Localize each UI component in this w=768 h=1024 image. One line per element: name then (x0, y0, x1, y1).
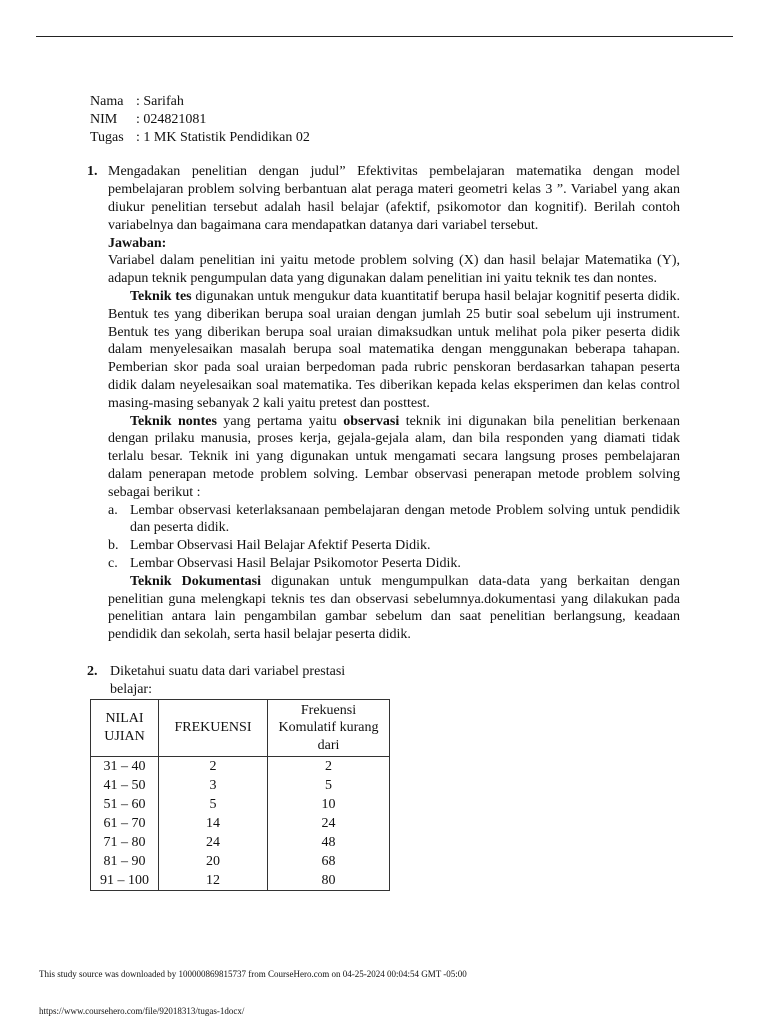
table-row (91, 757, 390, 777)
table-row (91, 814, 390, 833)
teknik-nontes-mid: yang pertama yaitu (216, 413, 344, 429)
question-1-number: 1. (87, 164, 98, 180)
table-cell: 12 (159, 871, 268, 891)
observasi-term: observasi (343, 413, 400, 429)
question-2 (87, 663, 680, 891)
table-cell: 2 (268, 757, 390, 777)
teknik-nontes-term: Teknik nontes (130, 413, 217, 429)
source-url-link[interactable]: https://www.coursehero.com/file/92018313/tugas-1docx/ (39, 1006, 245, 1016)
table-cell: 68 (268, 852, 390, 871)
table-cell: 81 – 90 (91, 852, 159, 871)
table-cell: 48 (268, 833, 390, 852)
question-2-number: 2. (87, 663, 98, 679)
header-frekuensi-kumulatif: Frekuensi Komulatif kurang dari (268, 699, 390, 757)
list-marker: c. (108, 555, 118, 571)
table-cell: 14 (159, 814, 268, 833)
table-cell: 10 (268, 795, 390, 814)
teknik-tes-term: Teknik tes (130, 288, 192, 304)
list-marker: a. (108, 502, 118, 518)
question-1-text: Mengadakan penelitian dengan judul” Efektivitas pembelajaran matematika dengan model pembelajaran problem solving berbantuan alat peraga materi geometri kelas 3 ”. Variabel yang akan diukur penelitian tersebut adalah hasil belajar (afektif, psikomotor dan kognitif). Berilah contoh variabelnya dan bagaimana cara mendapatkan datanya dari variabel tersebut. (108, 164, 680, 233)
paragraph-teknik-nontes (108, 413, 680, 502)
list-marker: b. (108, 538, 119, 554)
table-cell: 80 (268, 871, 390, 891)
table-cell: 41 – 50 (91, 776, 159, 795)
list-text: Lembar observasi keterlaksanaan pembelajaran dengan metode Problem solving untuk pendidik dan peserta didik. (130, 502, 680, 536)
frequency-table (90, 699, 390, 892)
table-row (91, 795, 390, 814)
table-cell: 61 – 70 (91, 814, 159, 833)
table-cell: 24 (159, 833, 268, 852)
question-2-text: Diketahui suatu data dari variabel prestasi belajar: (110, 663, 346, 697)
table-cell: 3 (159, 776, 268, 795)
question-1 (87, 163, 681, 644)
teknik-tes-text: digunakan untuk mengukur data kuantitatif berupa hasil belajar kognitif peserta didik. Bentuk tes yang diberikan berupa soal uraian dengan jumlah 25 butir soal sebelum uji instrument. Bentuk tes yang diberikan berupa soal uraian dimaksudkan untuk melihat pola piker peserta didik dalam menyelesaikan masalah berupa soal matematika dengan menggunakan beberapa tahapan. Pemberian skor pada soal uraian berpedoman pada rubric penskoran berdasarkan tahapan peserta didik dalam neyelesaikan soal matematika. Tes diberikan kepada kelas eksperimen dan kelas control masing-masing sebanyak 2 kali yaitu pretest dan posttest. (108, 288, 681, 411)
table-row (91, 776, 390, 795)
observation-sheet-list (108, 502, 680, 573)
name-label: Nama (90, 94, 124, 109)
download-source-note: This study source was downloaded by 100000869815737 from CourseHero.com on 04-25-2024 00:04:54 GMT -05:00 (39, 969, 467, 979)
task-value: : 1 MK Statistik Pendidikan 02 (136, 129, 310, 145)
teknik-dokumentasi-text: digunakan untuk mengumpulkan data-data yang berkaitan dengan penelitian guna melengkapi teknis tes dan observasi sebelumnya.dokumentasi yang dilakukan pada penelitian antara lain pengambilan gambar sebelum dan saat penelitian berlangsung, keadaan pendidik dan sekolah, serta hasil belajar peserta didik. (108, 573, 681, 643)
name-value: : Sarifah (136, 94, 184, 109)
table-cell: 31 – 40 (91, 757, 159, 777)
paragraph-teknik-tes (108, 288, 680, 413)
answer-label: Jawaban: (108, 235, 167, 251)
task-label: Tugas (90, 129, 124, 145)
table-cell: 20 (159, 852, 268, 871)
table-cell: 2 (159, 757, 268, 777)
table-cell: 5 (268, 776, 390, 795)
header-rule (36, 36, 733, 37)
header-nilai-ujian: NILAI UJIAN (91, 699, 159, 757)
document-body (87, 93, 681, 891)
answer-intro: Variabel dalam penelitian ini yaitu metode problem solving (X) dan hasil belajar Matematika (Y), adapun teknik pengumpulan data yang digunakan dalam penelitian ini yaitu teknik tes dan nontes. (108, 253, 680, 287)
teknik-nontes-text: teknik ini digunakan bila penelitian berkenaan dengan prilaku manusia, proses kerja, gejala-gejala alam, dan bila responden yang diamati tidak terlalu besar. Teknik ini yang digunakan untuk mengamati secara langsung proses pembelajaran dalam penerapan metode problem solving. Lembar observasi penerapan metode problem solving sebagai berikut : (108, 413, 680, 500)
list-item (108, 555, 680, 573)
table-header-row (91, 699, 390, 757)
table-cell: 71 – 80 (91, 833, 159, 852)
teknik-dokumentasi-term: Teknik Dokumentasi (130, 573, 261, 589)
table-cell: 5 (159, 795, 268, 814)
list-text: Lembar Observasi Hail Belajar Afektif Peserta Didik. (130, 538, 431, 554)
table-cell: 91 – 100 (91, 871, 159, 891)
header-frekuensi: FREKUENSI (159, 699, 268, 757)
nim-value: : 024821081 (136, 111, 207, 127)
table-row (91, 833, 390, 852)
table-row (91, 871, 390, 891)
list-text: Lembar Observasi Hasil Belajar Psikomotor Peserta Didik. (130, 555, 461, 571)
table-cell: 24 (268, 814, 390, 833)
table-cell: 51 – 60 (91, 795, 159, 814)
table-row (91, 852, 390, 871)
identity-block (90, 93, 680, 146)
list-item (108, 502, 680, 538)
nim-label: NIM (90, 111, 118, 127)
list-item (108, 537, 680, 555)
paragraph-teknik-dokumentasi (108, 573, 680, 644)
